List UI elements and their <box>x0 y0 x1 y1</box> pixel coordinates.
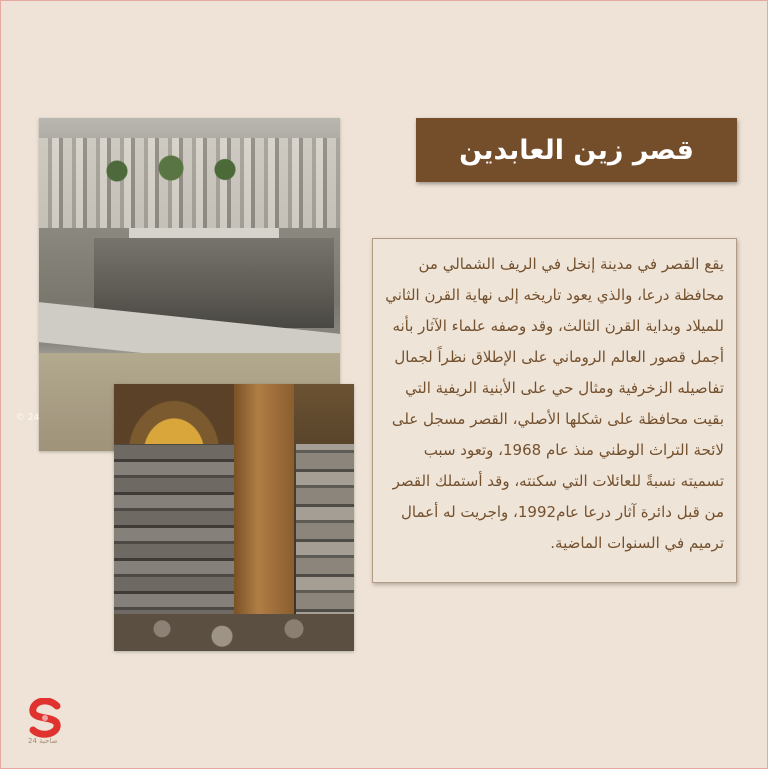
title-banner <box>416 118 737 182</box>
photo-wall-left <box>114 444 234 624</box>
photo-watermark: © 24 <box>16 413 40 423</box>
page-title: قصر زين العابدين <box>459 134 694 166</box>
description-text: يقع القصر في مدينة إنخل في الريف الشمالي من محافظة درعا، والذي يعود تاريخه إلى نهاية القرن الثاني للميلاد وبداية القرن الثالث، وقد وصفه علماء الآثار بأنه أجمل قصور العالم الروماني على الإطلاق نظراً لجمال تفاصيله الزخرفية ومثال حي على الأبنية الريفية التي بقيت محافظة على شكلها الأصلي، القصر مسجل على لائحة التراث الوطني منذ عام 1968، وتعود سبب تسميته نسبةً للعائلات التي سكنته، وقد أستملك القصر من قبل دائرة آثار درعا عام1992، واجريت له أعمال ترميم في السنوات الماضية. <box>385 255 724 552</box>
interior-photo-palace <box>114 384 354 651</box>
photo-column <box>234 384 294 651</box>
logo-text: صاحبة 24 <box>28 737 58 745</box>
description-box <box>372 238 737 583</box>
brand-logo-icon <box>27 698 63 738</box>
photo-town <box>39 138 340 228</box>
photo-trees <box>99 153 279 183</box>
photo-rubble <box>114 614 354 651</box>
